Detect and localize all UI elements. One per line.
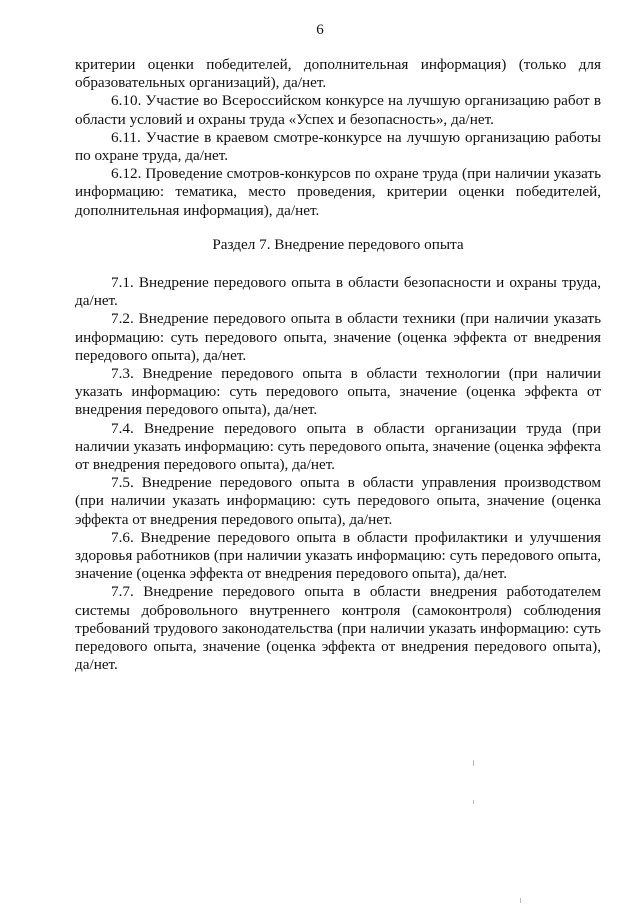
item-7-5: 7.5. Внедрение передового опыта в области управления производством (при наличии указать информацию: суть передового опыта, значение (оценка эффекта от внедрения передового опыта), да/нет.: [75, 474, 601, 528]
page-number: 6: [316, 22, 324, 38]
item-7-7: 7.7. Внедрение передового опыта в области внедрения работодателем системы добровольного внутреннего контроля (самоконтроля) соблюдения требований трудового законодательства (при наличии указать информацию: суть передового опыта, значение (оценка эффекта от внедрения передового опыта), да/нет.: [75, 583, 601, 674]
item-7-6: 7.6. Внедрение передового опыта в области профилактики и улучшения здоровья работников (при наличии указать информацию: суть передового опыта, значение (оценка эффекта от внедрения передового опыта), да/нет.: [75, 528, 601, 583]
item-7-4: 7.4. Внедрение передового опыта в области организации труда (при наличии указать информацию: суть передового опыта, значение (оценка эффекта от внедрения передового опыта), да/нет.: [75, 419, 601, 474]
item-6-10: 6.10. Участие во Всероссийском конкурсе на лучшую организацию работ в области условий и охраны труда «Успех и безопасность», да/нет.: [75, 92, 601, 128]
item-6-12: 6.12. Проведение смотров-конкурсов по охране труда (при наличии указать информацию: тематика, место проведения, критерии оценки победителей, дополнительная информация), да/нет.: [75, 165, 601, 219]
section7-heading: Раздел 7. Внедрение передового опыта: [212, 235, 464, 253]
item-6-11: 6.11. Участие в краевом смотре-конкурсе на лучшую организацию работы по охране труда, да/нет.: [75, 128, 601, 165]
section6-continuation: критерии оценки победителей, дополнительная информация) (только для образовательных организаций), да/нет.: [75, 56, 601, 92]
scan-mark: [473, 800, 474, 804]
item-7-3: 7.3. Внедрение передового опыта в области технологии (при наличии указать информацию: суть передового опыта, значение (оценка эффекта от внедрения передового опыта), да/нет.: [75, 365, 601, 419]
item-7-1: 7.1. Внедрение передового опыта в области безопасности и охраны труда, да/нет.: [75, 274, 601, 310]
item-7-2: 7.2. Внедрение передового опыта в области техники (при наличии указать информацию: суть передового опыта, значение (оценка эффекта от внедрения передового опыта), да/нет.: [75, 310, 601, 364]
document-body: [75, 56, 601, 675]
scan-mark: [473, 760, 474, 766]
scan-mark: [520, 898, 521, 903]
